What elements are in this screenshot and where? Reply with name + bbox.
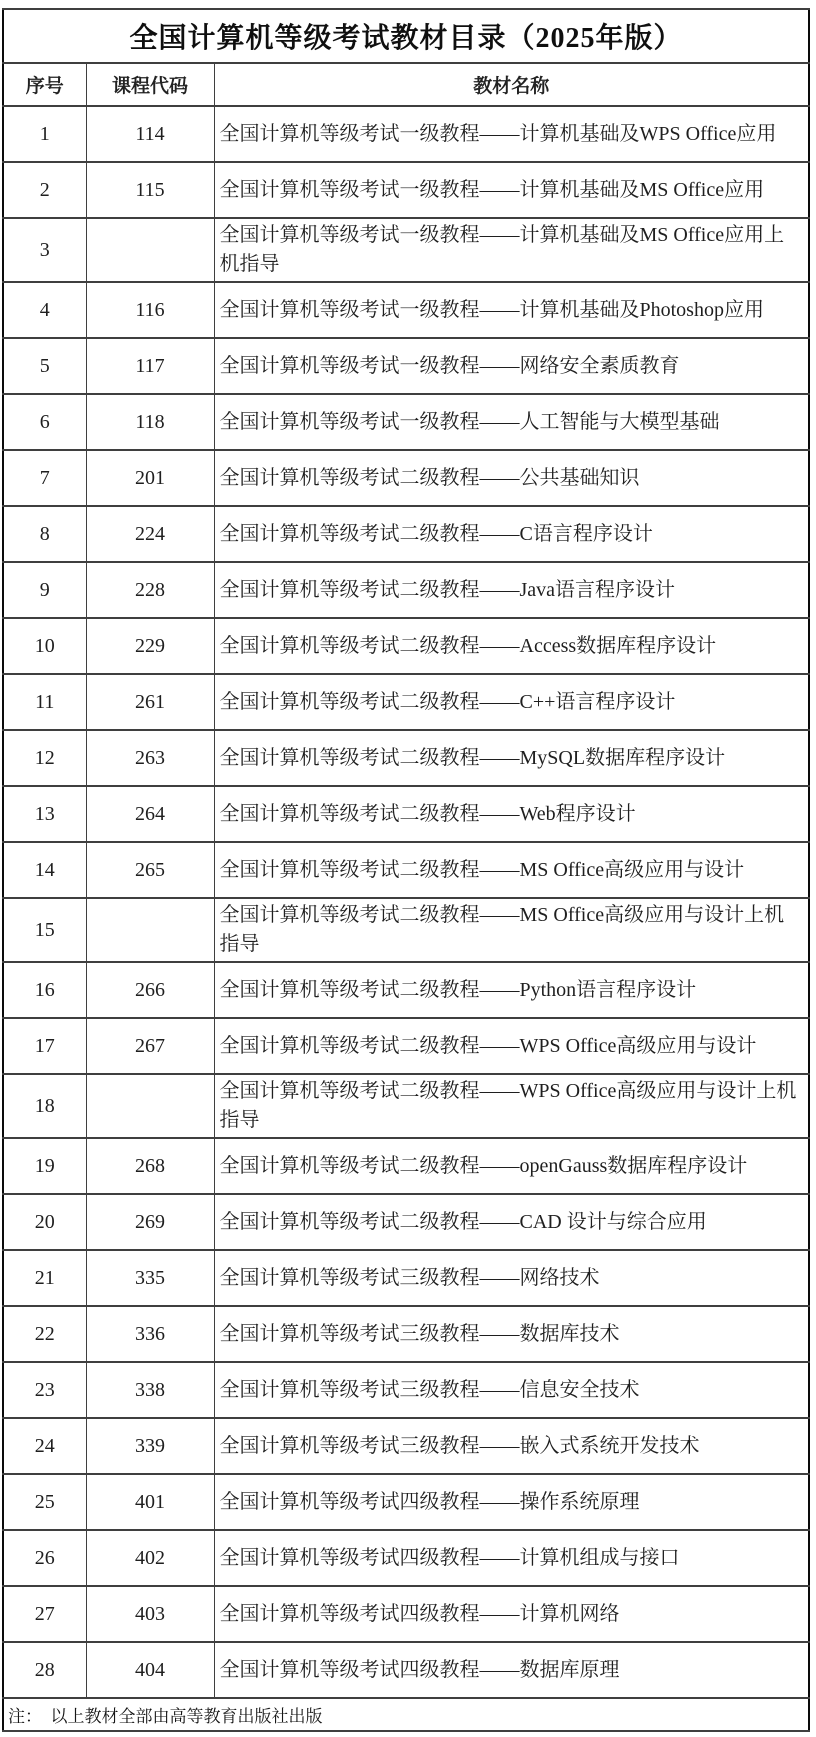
table-row [3, 282, 809, 338]
textbook-name-cell: 全国计算机等级考试四级教程——数据库原理 [214, 1642, 809, 1698]
course-code-cell: 335 [86, 1250, 214, 1306]
course-code-cell [86, 218, 214, 282]
table-row [3, 218, 809, 282]
textbook-name-cell: 全国计算机等级考试一级教程——网络安全素质教育 [214, 338, 809, 394]
course-code-cell: 263 [86, 730, 214, 786]
table-row [3, 450, 809, 506]
table-row [3, 730, 809, 786]
course-code-cell: 336 [86, 1306, 214, 1362]
table-row [3, 338, 809, 394]
textbook-name-cell: 全国计算机等级考试二级教程——MySQL数据库程序设计 [214, 730, 809, 786]
textbook-name-cell: 全国计算机等级考试一级教程——计算机基础及MS Office应用上机指导 [214, 218, 809, 282]
course-code-cell: 118 [86, 394, 214, 450]
table-row [3, 1418, 809, 1474]
row-number-cell: 18 [3, 1074, 86, 1138]
textbook-name-cell: 全国计算机等级考试二级教程——openGauss数据库程序设计 [214, 1138, 809, 1194]
course-code-cell: 266 [86, 962, 214, 1018]
page-title: 全国计算机等级考试教材目录（2025年版） [3, 9, 809, 63]
row-number-cell: 14 [3, 842, 86, 898]
course-code-cell: 264 [86, 786, 214, 842]
row-number-cell: 21 [3, 1250, 86, 1306]
row-number-cell: 3 [3, 218, 86, 282]
course-code-cell: 338 [86, 1362, 214, 1418]
course-code-cell: 403 [86, 1586, 214, 1642]
table-row [3, 786, 809, 842]
course-code-cell: 269 [86, 1194, 214, 1250]
column-header-textbook-name: 教材名称 [214, 63, 809, 106]
course-code-cell: 339 [86, 1418, 214, 1474]
textbook-name-cell: 全国计算机等级考试四级教程——计算机网络 [214, 1586, 809, 1642]
textbook-name-cell: 全国计算机等级考试三级教程——网络技术 [214, 1250, 809, 1306]
textbook-name-cell: 全国计算机等级考试三级教程——信息安全技术 [214, 1362, 809, 1418]
table-row [3, 162, 809, 218]
course-code-cell: 265 [86, 842, 214, 898]
textbook-name-cell: 全国计算机等级考试四级教程——操作系统原理 [214, 1474, 809, 1530]
row-number-cell: 26 [3, 1530, 86, 1586]
table-row [3, 1586, 809, 1642]
row-number-cell: 23 [3, 1362, 86, 1418]
textbook-name-cell: 全国计算机等级考试二级教程——WPS Office高级应用与设计上机指导 [214, 1074, 809, 1138]
course-code-cell: 402 [86, 1530, 214, 1586]
row-number-cell: 19 [3, 1138, 86, 1194]
row-number-cell: 22 [3, 1306, 86, 1362]
table-row [3, 618, 809, 674]
column-header-course-code: 课程代码 [86, 63, 214, 106]
course-code-cell: 261 [86, 674, 214, 730]
publisher-note: 注： 以上教材全部由高等教育出版社出版 [3, 1698, 809, 1731]
textbook-name-cell: 全国计算机等级考试二级教程——WPS Office高级应用与设计 [214, 1018, 809, 1074]
row-number-cell: 11 [3, 674, 86, 730]
row-number-cell: 24 [3, 1418, 86, 1474]
textbook-name-cell: 全国计算机等级考试一级教程——计算机基础及WPS Office应用 [214, 106, 809, 162]
table-row [3, 394, 809, 450]
textbook-name-cell: 全国计算机等级考试二级教程——C++语言程序设计 [214, 674, 809, 730]
course-code-cell: 228 [86, 562, 214, 618]
row-number-cell: 2 [3, 162, 86, 218]
course-code-cell: 404 [86, 1642, 214, 1698]
column-header-index: 序号 [3, 63, 86, 106]
table-row [3, 1362, 809, 1418]
textbook-name-cell: 全国计算机等级考试一级教程——计算机基础及Photoshop应用 [214, 282, 809, 338]
table-row [3, 562, 809, 618]
table-row [3, 1074, 809, 1138]
table-row [3, 506, 809, 562]
table-row [3, 1642, 809, 1698]
table-row [3, 106, 809, 162]
course-code-cell: 116 [86, 282, 214, 338]
course-code-cell: 201 [86, 450, 214, 506]
header-row [3, 63, 809, 106]
table-row [3, 1194, 809, 1250]
course-code-cell: 267 [86, 1018, 214, 1074]
row-number-cell: 28 [3, 1642, 86, 1698]
course-code-cell: 114 [86, 106, 214, 162]
table-row [3, 1250, 809, 1306]
row-number-cell: 8 [3, 506, 86, 562]
row-number-cell: 9 [3, 562, 86, 618]
table-row [3, 1306, 809, 1362]
course-code-cell [86, 1074, 214, 1138]
textbook-name-cell: 全国计算机等级考试二级教程——公共基础知识 [214, 450, 809, 506]
row-number-cell: 5 [3, 338, 86, 394]
row-number-cell: 4 [3, 282, 86, 338]
table-row [3, 842, 809, 898]
row-number-cell: 10 [3, 618, 86, 674]
table-row [3, 674, 809, 730]
row-number-cell: 27 [3, 1586, 86, 1642]
note-row [3, 1698, 809, 1731]
row-number-cell: 20 [3, 1194, 86, 1250]
row-number-cell: 1 [3, 106, 86, 162]
course-code-cell [86, 898, 214, 962]
row-number-cell: 25 [3, 1474, 86, 1530]
textbook-catalog-table [2, 8, 810, 1732]
course-code-cell: 401 [86, 1474, 214, 1530]
textbook-name-cell: 全国计算机等级考试三级教程——嵌入式系统开发技术 [214, 1418, 809, 1474]
textbook-name-cell: 全国计算机等级考试一级教程——计算机基础及MS Office应用 [214, 162, 809, 218]
table-row [3, 1474, 809, 1530]
table-row [3, 898, 809, 962]
table-row [3, 1138, 809, 1194]
textbook-name-cell: 全国计算机等级考试二级教程——Access数据库程序设计 [214, 618, 809, 674]
textbook-name-cell: 全国计算机等级考试二级教程——MS Office高级应用与设计上机指导 [214, 898, 809, 962]
table-row [3, 962, 809, 1018]
row-number-cell: 12 [3, 730, 86, 786]
textbook-name-cell: 全国计算机等级考试二级教程——C语言程序设计 [214, 506, 809, 562]
course-code-cell: 115 [86, 162, 214, 218]
textbook-name-cell: 全国计算机等级考试三级教程——数据库技术 [214, 1306, 809, 1362]
table-row [3, 1530, 809, 1586]
textbook-name-cell: 全国计算机等级考试二级教程——Web程序设计 [214, 786, 809, 842]
row-number-cell: 13 [3, 786, 86, 842]
textbook-name-cell: 全国计算机等级考试二级教程——Java语言程序设计 [214, 562, 809, 618]
row-number-cell: 17 [3, 1018, 86, 1074]
course-code-cell: 117 [86, 338, 214, 394]
textbook-name-cell: 全国计算机等级考试四级教程——计算机组成与接口 [214, 1530, 809, 1586]
course-code-cell: 229 [86, 618, 214, 674]
textbook-name-cell: 全国计算机等级考试二级教程——CAD 设计与综合应用 [214, 1194, 809, 1250]
row-number-cell: 16 [3, 962, 86, 1018]
table-row [3, 1018, 809, 1074]
row-number-cell: 7 [3, 450, 86, 506]
course-code-cell: 268 [86, 1138, 214, 1194]
textbook-name-cell: 全国计算机等级考试二级教程——MS Office高级应用与设计 [214, 842, 809, 898]
title-row [3, 9, 809, 63]
textbook-name-cell: 全国计算机等级考试二级教程——Python语言程序设计 [214, 962, 809, 1018]
row-number-cell: 6 [3, 394, 86, 450]
row-number-cell: 15 [3, 898, 86, 962]
textbook-name-cell: 全国计算机等级考试一级教程——人工智能与大模型基础 [214, 394, 809, 450]
course-code-cell: 224 [86, 506, 214, 562]
